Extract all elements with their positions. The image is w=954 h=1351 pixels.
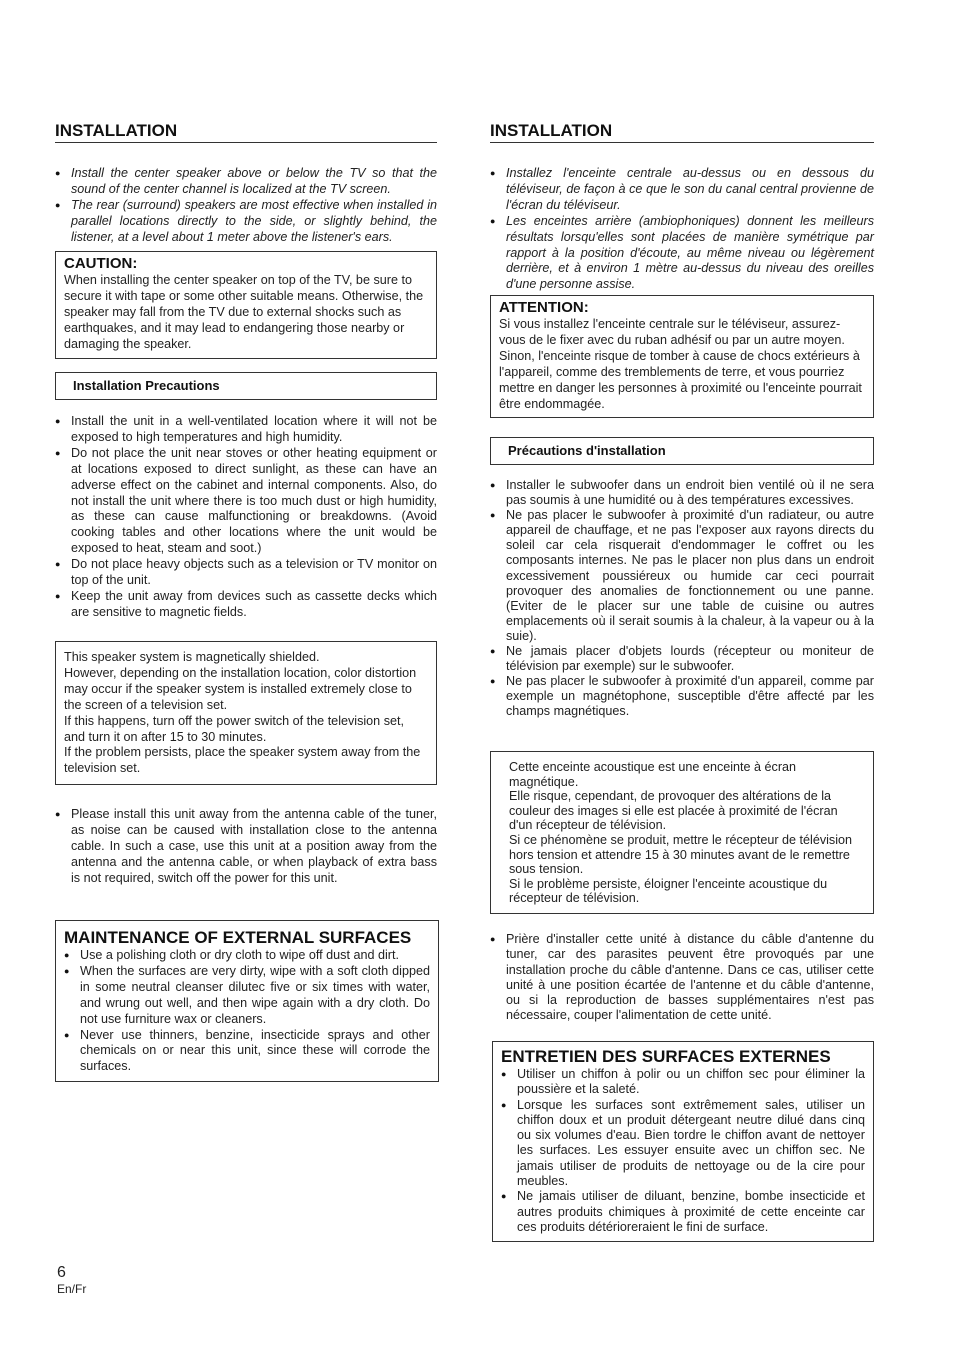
attention-text: Si vous installez l'enceinte centrale sur le téléviseur, assurez-vous de le fixer avec du ruban adhésif ou par un autre moyen. Sinon, l'enceinte risque de tomber à cause de chocs extérieurs à l'appareil, comme des tremblements de terre, et vous pourriez mettre en danger les personnes à proximité ou l'enceinte pourrait être endommagée.: [499, 317, 862, 411]
maintenance-list-fr: [501, 1067, 865, 1235]
list-item: ● Utiliser un chiffon à polir ou un chiffon sec pour éliminer la poussière et la saleté.: [501, 1067, 865, 1098]
list-item: ● Never use thinners, benzine, insecticide sprays and other chemicals on or near this unit, since these will corrode the surfaces.: [64, 1028, 430, 1076]
notice-line: However, depending on the installation location, color distortion may occur if the speaker system is installed extremely close to the screen of a television set.: [64, 665, 417, 712]
intro-list-fr: [490, 166, 874, 293]
page-footer: [57, 1264, 86, 1296]
section-title-installation-fr: INSTALLATION: [490, 121, 874, 143]
installation-precautions-heading: Installation Precautions: [55, 372, 437, 400]
list-item: ● Lorsque les surfaces sont extrêmement sales, utiliser un chiffon doux et un produit détergeant neutre dilué dans cinq ou six volumes d'eau. Bien tordre le chiffon avant de nettoyer les surfaces. Les essuyer ensuite avec un chiffon sec. Ne jamais utiliser de produits de nettoyage ou de la cire pour meubles.: [501, 1098, 865, 1190]
list-item: ● Install the center speaker above or below the TV so that the sound of the center channel is localized at the TV screen.: [55, 166, 437, 198]
maintenance-title: ENTRETIEN DES SURFACES EXTERNES: [501, 1047, 831, 1066]
language-code: En/Fr: [57, 1282, 87, 1296]
section-title-installation-en: INSTALLATION: [55, 121, 437, 143]
intro-list-en: [55, 166, 437, 246]
notice-line: Cette enceinte acoustique est une enceinte à écran magnétique.: [509, 760, 797, 789]
list-item: ● Do not place heavy objects such as a television or TV monitor on top of the unit.: [55, 557, 437, 589]
caution-title: CAUTION:: [64, 255, 138, 272]
notice-line: Si le problème persiste, éloigner l'enceinte acoustique du récepteur de télévision.: [509, 876, 828, 906]
magnetic-shield-notice-en: [55, 641, 437, 785]
list-item: ● Do not place the unit near stoves or other heating equipment or at locations exposed to direct sunlight, as these can have an adverse effect on the cabinet and internal components. Also, do not install the unit where there is too much dust or high humidity, as these can cause malfunctioning or breakdowns. (Avoid cooking tables and other locations where the unit would be exposed to heat, steam and soot.): [55, 446, 437, 557]
list-item: ● Installez l'enceinte centrale au-dessus ou en dessous du téléviseur, de façon à ce que le son du canal central provienne de l'écran du téléviseur.: [490, 166, 874, 214]
list-item: ● Ne pas placer le subwoofer à proximité d'un radiateur, ou autre appareil de chauffage, et ne pas l'exposer aux rayons directs du soleil car cela risquerait d'endommager le coffret ou les composants internes. Ne pas le placer non plus dans un endroit excessivement poussiéreux ou humide car ceci pourrait provoquer des anomalies de fonctionnement ou une panne. (Eviter de le placer sur une table de cuisine ou autres emplacements où il serait soumis à la chaleur, à la vapeur ou à la suie).: [490, 508, 874, 644]
maintenance-list-en: [64, 948, 430, 1075]
list-item: ● Please install this unit away from the antenna cable of the tuner, as noise can be caused with installation close to the antenna cable. In such a case, use this unit at a position away from the antenna and the antenna cable, or when playback of extra bass is not required, switch off the power for this unit.: [55, 807, 437, 887]
magnetic-shield-notice-fr: [490, 751, 874, 914]
precautions-list-en: [55, 414, 437, 621]
precautions-list-fr: [490, 478, 874, 720]
notice-line: If the problem persists, place the speaker system away from the television set.: [64, 745, 421, 776]
list-item: ● Ne jamais placer d'objets lourds (récepteur ou moniteur de télévision par exemple) sur le subwoofer.: [490, 644, 874, 674]
caution-text: When installing the center speaker on top of the TV, be sure to secure it with tape or some other suitable means. Otherwise, the speaker may fall from the TV due to external shocks such as earthquakes, and it may lead to endangering those nearby or damaging the speaker.: [64, 273, 424, 351]
list-item: ● The rear (surround) speakers are most effective when installed in parallel locations directly to the side, or slightly behind, the listener, at a level about 1 meter above the listener's ears.: [55, 198, 437, 246]
antenna-list-fr: [490, 932, 874, 1024]
maintenance-box-en: [55, 920, 439, 1082]
notice-line: Elle risque, cependant, de provoquer des altérations de la couleur des images si elle est placée à proximité de l'écran d'un récepteur de télévision.: [509, 789, 838, 833]
notice-line: This speaker system is magnetically shielded.: [64, 650, 320, 664]
attention-box-fr: [490, 295, 874, 418]
antenna-list-en: [55, 807, 437, 887]
precautions-installation-heading: Précautions d'installation: [490, 437, 874, 465]
list-item: ● Ne jamais utiliser de diluant, benzine, bombe insecticide et autres produits chimiques à proximité de cette enceinte car ces produits détérioreraient le fini de surface.: [501, 1189, 865, 1235]
page-number: 6: [57, 1264, 66, 1281]
caution-box-en: [55, 251, 437, 359]
list-item: ● Ne pas placer le subwoofer à proximité d'un appareil, comme par exemple un magnétophone, susceptible d'être affecté par les champs magnétiques.: [490, 674, 874, 719]
list-item: ● Installer le subwoofer dans un endroit bien ventilé où il ne sera pas soumis à une humidité ou à des températures excessives.: [490, 478, 874, 508]
list-item: ● Use a polishing cloth or dry cloth to wipe off dust and dirt.: [64, 948, 430, 964]
list-item: ● When the surfaces are very dirty, wipe with a soft cloth dipped in some neutral cleanser dilutec five or six times with water, and wrung out well, and then wipe again with a dry cloth. Do not use furniture wax or cleaners.: [64, 964, 430, 1028]
list-item: ● Prière d'installer cette unité à distance du câble d'antenne du tuner, car des parasites peuvent être provoqués par une installation proche du câble d'antenne. Dans ce cas, utiliser cette unité à une position écartée de l'antenne et du câble d'antenne, ou si la reproduction de basses supplémentaires n'est pas nécessaire, couper l'alimentation de cette unité.: [490, 932, 874, 1024]
notice-line: If this happens, turn off the power switch of the television set, and turn it on after 15 to 30 minutes.: [64, 713, 404, 744]
notice-line: Si ce phénomène se produit, mettre le récepteur de télévision hors tension et attendre 15 à 30 minutes avant de le remettre sous tension.: [509, 832, 853, 877]
maintenance-title: MAINTENANCE OF EXTERNAL SURFACES: [64, 928, 412, 947]
list-item: ● Keep the unit away from devices such as cassette decks which are sensitive to magnetic fields.: [55, 589, 437, 621]
maintenance-box-fr: [492, 1041, 874, 1242]
list-item: ● Install the unit in a well-ventilated location where it will not be exposed to high temperatures and high humidity.: [55, 414, 437, 446]
attention-title: ATTENTION:: [499, 299, 589, 316]
list-item: ● Les enceintes arrière (ambiophoniques) donnent les meilleurs résultats lorsqu'elles sont placées de manière symétrique par rapport à la position d'écoute, au même niveau ou légèrement derrière, et à environ 1 mètre au-dessus du niveau des oreilles d'une personne assise.: [490, 214, 874, 294]
